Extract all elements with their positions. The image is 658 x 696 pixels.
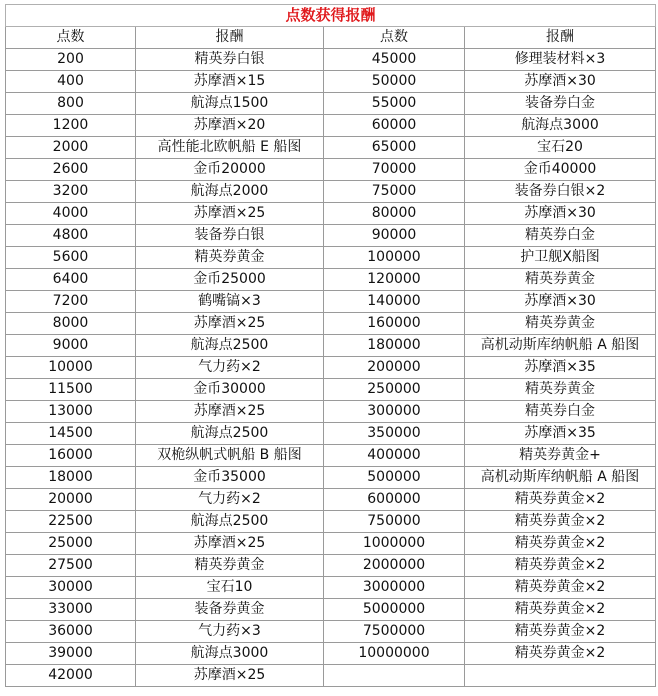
reward-right-cell: 精英券黄金×2 xyxy=(465,599,656,621)
points-right-cell: 3000000 xyxy=(324,577,465,599)
points-right-cell: 60000 xyxy=(324,115,465,137)
points-right-cell xyxy=(324,665,465,687)
points-right-cell: 50000 xyxy=(324,71,465,93)
points-right-cell: 180000 xyxy=(324,335,465,357)
table-row xyxy=(6,137,656,159)
reward-left-cell: 航海点2500 xyxy=(136,423,324,445)
reward-left-cell: 苏摩酒×25 xyxy=(136,665,324,687)
points-left-cell: 4000 xyxy=(6,203,136,225)
points-right-cell: 600000 xyxy=(324,489,465,511)
points-right-cell: 2000000 xyxy=(324,555,465,577)
points-right-cell: 75000 xyxy=(324,181,465,203)
table-row xyxy=(6,599,656,621)
points-left-cell: 16000 xyxy=(6,445,136,467)
reward-right-cell: 精英券黄金 xyxy=(465,313,656,335)
points-left-cell: 1200 xyxy=(6,115,136,137)
reward-right-cell: 装备券白金 xyxy=(465,93,656,115)
reward-right-cell: 精英券黄金+ xyxy=(465,445,656,467)
reward-left-cell: 航海点1500 xyxy=(136,93,324,115)
points-left-cell: 30000 xyxy=(6,577,136,599)
table-row xyxy=(6,225,656,247)
points-right-cell: 300000 xyxy=(324,401,465,423)
reward-right-cell: 高机动斯库纳帆船 A 船图 xyxy=(465,467,656,489)
points-right-cell: 90000 xyxy=(324,225,465,247)
reward-right-cell: 精英券黄金×2 xyxy=(465,555,656,577)
table-row xyxy=(6,181,656,203)
reward-right-cell: 精英券黄金 xyxy=(465,269,656,291)
reward-right-cell: 精英券黄金×2 xyxy=(465,621,656,643)
points-left-cell: 3200 xyxy=(6,181,136,203)
reward-left-cell: 苏摩酒×15 xyxy=(136,71,324,93)
points-right-cell: 100000 xyxy=(324,247,465,269)
table-row xyxy=(6,203,656,225)
points-left-cell: 2600 xyxy=(6,159,136,181)
table-row xyxy=(6,269,656,291)
points-right-cell: 120000 xyxy=(324,269,465,291)
reward-left-cell: 航海点2000 xyxy=(136,181,324,203)
reward-left-cell: 气力药×2 xyxy=(136,357,324,379)
points-left-cell: 14500 xyxy=(6,423,136,445)
table-row xyxy=(6,379,656,401)
points-right-cell: 65000 xyxy=(324,137,465,159)
points-left-cell: 20000 xyxy=(6,489,136,511)
reward-right-cell: 精英券黄金×2 xyxy=(465,643,656,665)
header-reward-right: 报酬 xyxy=(465,27,656,49)
points-left-cell: 13000 xyxy=(6,401,136,423)
reward-table-body xyxy=(6,5,656,687)
table-row xyxy=(6,115,656,137)
points-right-cell: 55000 xyxy=(324,93,465,115)
reward-right-cell: 金币40000 xyxy=(465,159,656,181)
reward-right-cell: 修理装材料×3 xyxy=(465,49,656,71)
points-left-cell: 5600 xyxy=(6,247,136,269)
table-row xyxy=(6,93,656,115)
points-right-cell: 45000 xyxy=(324,49,465,71)
reward-left-cell: 双桅纵帆式帆船 B 船图 xyxy=(136,445,324,467)
points-right-cell: 5000000 xyxy=(324,599,465,621)
title-row xyxy=(6,5,656,27)
reward-left-cell: 苏摩酒×25 xyxy=(136,533,324,555)
table-row xyxy=(6,401,656,423)
table-row xyxy=(6,665,656,687)
points-left-cell: 42000 xyxy=(6,665,136,687)
points-left-cell: 200 xyxy=(6,49,136,71)
reward-right-cell: 航海点3000 xyxy=(465,115,656,137)
table-row xyxy=(6,643,656,665)
points-left-cell: 400 xyxy=(6,71,136,93)
points-left-cell: 9000 xyxy=(6,335,136,357)
points-right-cell: 80000 xyxy=(324,203,465,225)
reward-sheet xyxy=(5,4,655,687)
reward-left-cell: 航海点3000 xyxy=(136,643,324,665)
points-left-cell: 10000 xyxy=(6,357,136,379)
table-row xyxy=(6,313,656,335)
reward-left-cell: 高性能北欧帆船 E 船图 xyxy=(136,137,324,159)
points-right-cell: 70000 xyxy=(324,159,465,181)
header-reward-left: 报酬 xyxy=(136,27,324,49)
reward-right-cell: 苏摩酒×35 xyxy=(465,357,656,379)
reward-right-cell: 苏摩酒×30 xyxy=(465,203,656,225)
reward-right-cell: 装备券白银×2 xyxy=(465,181,656,203)
reward-right-cell: 苏摩酒×30 xyxy=(465,71,656,93)
points-right-cell: 10000000 xyxy=(324,643,465,665)
table-row xyxy=(6,555,656,577)
table-row xyxy=(6,445,656,467)
reward-right-cell: 精英券白金 xyxy=(465,225,656,247)
reward-left-cell: 精英券黄金 xyxy=(136,247,324,269)
points-left-cell: 18000 xyxy=(6,467,136,489)
reward-right-cell: 精英券黄金×2 xyxy=(465,511,656,533)
reward-right-cell: 苏摩酒×35 xyxy=(465,423,656,445)
reward-left-cell: 装备券白银 xyxy=(136,225,324,247)
points-left-cell: 27500 xyxy=(6,555,136,577)
table-row xyxy=(6,489,656,511)
points-left-cell: 4800 xyxy=(6,225,136,247)
reward-left-cell: 金币35000 xyxy=(136,467,324,489)
reward-left-cell: 精英券白银 xyxy=(136,49,324,71)
points-left-cell: 22500 xyxy=(6,511,136,533)
reward-left-cell: 气力药×3 xyxy=(136,621,324,643)
reward-left-cell: 苏摩酒×25 xyxy=(136,203,324,225)
points-right-cell: 250000 xyxy=(324,379,465,401)
reward-right-cell: 精英券黄金×2 xyxy=(465,577,656,599)
table-row xyxy=(6,357,656,379)
reward-right-cell: 高机动斯库纳帆船 A 船图 xyxy=(465,335,656,357)
reward-left-cell: 航海点2500 xyxy=(136,511,324,533)
points-left-cell: 33000 xyxy=(6,599,136,621)
table-row xyxy=(6,71,656,93)
reward-left-cell: 气力药×2 xyxy=(136,489,324,511)
reward-left-cell: 苏摩酒×25 xyxy=(136,401,324,423)
points-left-cell: 7200 xyxy=(6,291,136,313)
header-points-left: 点数 xyxy=(6,27,136,49)
points-right-cell: 7500000 xyxy=(324,621,465,643)
reward-left-cell: 金币20000 xyxy=(136,159,324,181)
points-right-cell: 750000 xyxy=(324,511,465,533)
reward-left-cell: 金币30000 xyxy=(136,379,324,401)
table-row xyxy=(6,467,656,489)
header-row xyxy=(6,27,656,49)
points-left-cell: 36000 xyxy=(6,621,136,643)
reward-right-cell: 精英券白金 xyxy=(465,401,656,423)
points-left-cell: 11500 xyxy=(6,379,136,401)
reward-right-cell: 精英券黄金×2 xyxy=(465,533,656,555)
reward-right-cell xyxy=(465,665,656,687)
reward-left-cell: 精英券黄金 xyxy=(136,555,324,577)
table-row xyxy=(6,335,656,357)
points-left-cell: 800 xyxy=(6,93,136,115)
table-row xyxy=(6,533,656,555)
reward-left-cell: 苏摩酒×20 xyxy=(136,115,324,137)
points-right-cell: 140000 xyxy=(324,291,465,313)
points-right-cell: 350000 xyxy=(324,423,465,445)
table-title: 点数获得报酬 xyxy=(6,5,656,27)
points-right-cell: 1000000 xyxy=(324,533,465,555)
points-left-cell: 8000 xyxy=(6,313,136,335)
table-row xyxy=(6,423,656,445)
reward-left-cell: 金币25000 xyxy=(136,269,324,291)
points-right-cell: 160000 xyxy=(324,313,465,335)
table-row xyxy=(6,247,656,269)
reward-left-cell: 鹤嘴镐×3 xyxy=(136,291,324,313)
points-right-cell: 200000 xyxy=(324,357,465,379)
reward-left-cell: 苏摩酒×25 xyxy=(136,313,324,335)
points-left-cell: 6400 xyxy=(6,269,136,291)
table-row xyxy=(6,49,656,71)
reward-left-cell: 宝石10 xyxy=(136,577,324,599)
reward-right-cell: 宝石20 xyxy=(465,137,656,159)
reward-table xyxy=(5,4,656,687)
points-left-cell: 2000 xyxy=(6,137,136,159)
reward-left-cell: 装备券黄金 xyxy=(136,599,324,621)
reward-right-cell: 护卫舰X船图 xyxy=(465,247,656,269)
table-row xyxy=(6,159,656,181)
table-row xyxy=(6,621,656,643)
points-left-cell: 25000 xyxy=(6,533,136,555)
reward-left-cell: 航海点2500 xyxy=(136,335,324,357)
table-row xyxy=(6,291,656,313)
reward-right-cell: 精英券黄金×2 xyxy=(465,489,656,511)
points-left-cell: 39000 xyxy=(6,643,136,665)
table-row xyxy=(6,577,656,599)
reward-right-cell: 精英券黄金 xyxy=(465,379,656,401)
points-right-cell: 500000 xyxy=(324,467,465,489)
header-points-right: 点数 xyxy=(324,27,465,49)
points-right-cell: 400000 xyxy=(324,445,465,467)
table-row xyxy=(6,511,656,533)
reward-right-cell: 苏摩酒×30 xyxy=(465,291,656,313)
